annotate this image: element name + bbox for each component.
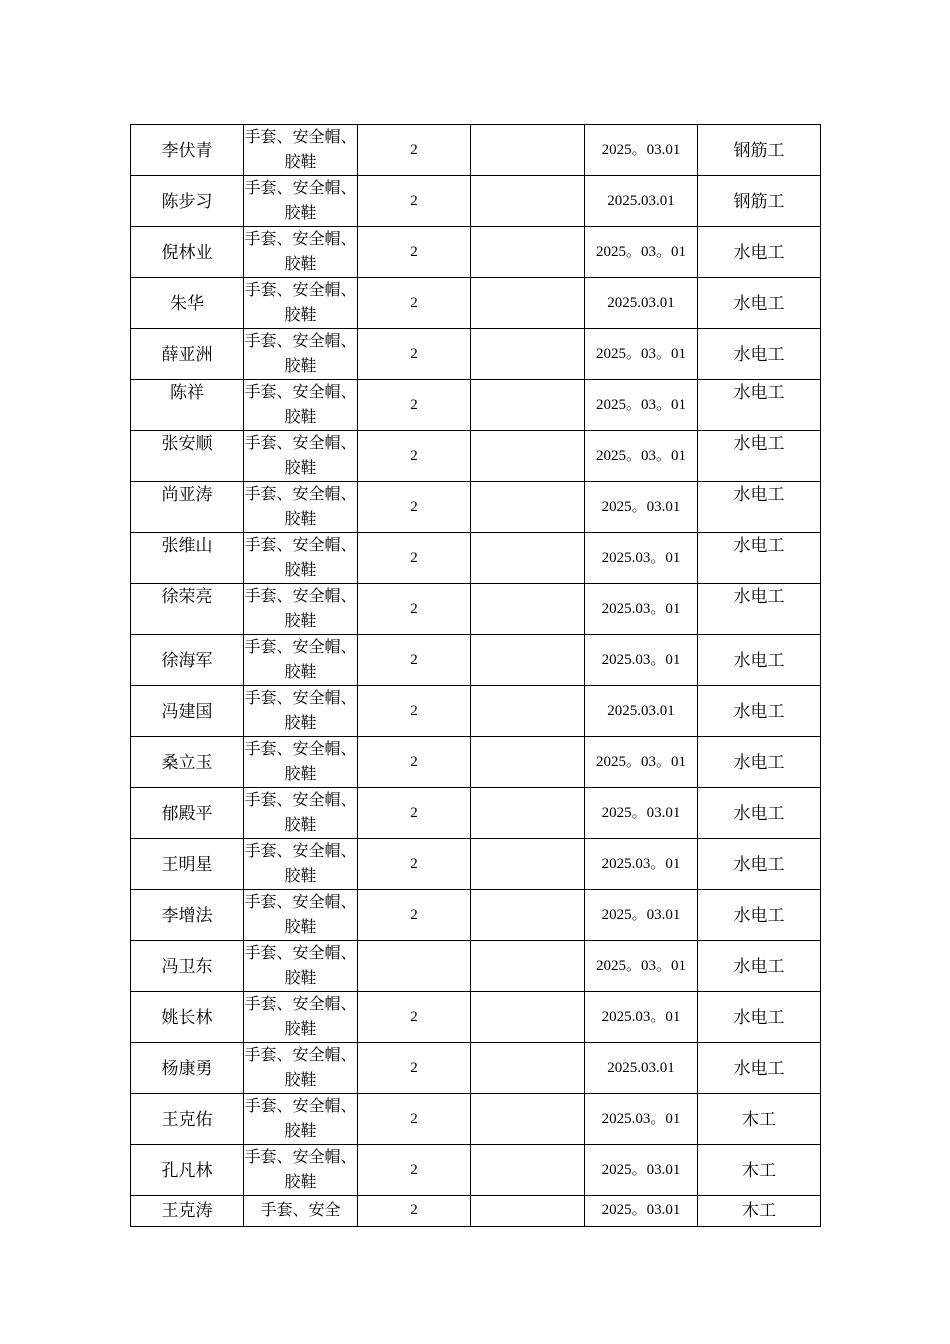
signature-cell — [471, 278, 585, 329]
trade-cell: 水电工 — [698, 329, 821, 380]
issued-items-cell: 手套、安全帽、胶鞋 — [244, 431, 358, 482]
trade-cell: 水电工 — [698, 737, 821, 788]
worker-name-cell: 薛亚洲 — [131, 329, 244, 380]
issued-items-cell: 手套、安全帽、胶鞋 — [244, 1145, 358, 1196]
trade-cell: 钢筋工 — [698, 125, 821, 176]
table-row — [131, 533, 821, 584]
trade-cell: 水电工 — [698, 533, 821, 584]
issued-items-cell: 手套、安全帽、胶鞋 — [244, 1094, 358, 1145]
quantity-cell: 2 — [358, 125, 471, 176]
signature-cell — [471, 1094, 585, 1145]
signature-cell — [471, 941, 585, 992]
trade-cell: 木工 — [698, 1094, 821, 1145]
table-row — [131, 941, 821, 992]
quantity-cell: 2 — [358, 176, 471, 227]
issued-items-cell: 手套、安全帽、胶鞋 — [244, 686, 358, 737]
trade-cell: 木工 — [698, 1196, 821, 1227]
worker-name-cell: 杨康勇 — [131, 1043, 244, 1094]
issued-items-cell: 手套、安全帽、胶鞋 — [244, 839, 358, 890]
worker-name-cell: 李伏青 — [131, 125, 244, 176]
quantity-cell: 2 — [358, 1094, 471, 1145]
issued-items-cell: 手套、安全帽、胶鞋 — [244, 278, 358, 329]
quantity-cell: 2 — [358, 737, 471, 788]
signature-cell — [471, 635, 585, 686]
table-row — [131, 737, 821, 788]
issued-items-cell: 手套、安全帽、胶鞋 — [244, 890, 358, 941]
trade-cell: 钢筋工 — [698, 176, 821, 227]
ppe-issue-sheet — [130, 124, 820, 1227]
worker-name-cell: 王明星 — [131, 839, 244, 890]
table-row — [131, 1043, 821, 1094]
issue-date-cell: 2025。03。01 — [585, 329, 698, 380]
table-row — [131, 482, 821, 533]
trade-cell: 水电工 — [698, 278, 821, 329]
trade-cell: 水电工 — [698, 839, 821, 890]
quantity-cell: 2 — [358, 482, 471, 533]
table-row — [131, 584, 821, 635]
issued-items-cell: 手套、安全帽、胶鞋 — [244, 380, 358, 431]
signature-cell — [471, 125, 585, 176]
issue-date-cell: 2025。03.01 — [585, 1145, 698, 1196]
table-row — [131, 890, 821, 941]
table-row — [131, 278, 821, 329]
issue-date-cell: 2025。03.01 — [585, 1196, 698, 1227]
signature-cell — [471, 431, 585, 482]
table-row — [131, 635, 821, 686]
issued-items-cell: 手套、安全帽、胶鞋 — [244, 992, 358, 1043]
table-row — [131, 992, 821, 1043]
table-row — [131, 329, 821, 380]
trade-cell: 水电工 — [698, 431, 821, 482]
quantity-cell: 2 — [358, 1145, 471, 1196]
issued-items-cell: 手套、安全帽、胶鞋 — [244, 584, 358, 635]
worker-name-cell: 冯卫东 — [131, 941, 244, 992]
issue-date-cell: 2025.03.01 — [585, 1043, 698, 1094]
issued-items-cell: 手套、安全帽、胶鞋 — [244, 482, 358, 533]
quantity-cell: 2 — [358, 227, 471, 278]
worker-name-cell: 倪林业 — [131, 227, 244, 278]
issue-date-cell: 2025。03。01 — [585, 227, 698, 278]
quantity-cell: 2 — [358, 1043, 471, 1094]
trade-cell: 水电工 — [698, 890, 821, 941]
worker-name-cell: 张安顺 — [131, 431, 244, 482]
issue-date-cell: 2025。03.01 — [585, 125, 698, 176]
issue-date-cell: 2025。03。01 — [585, 380, 698, 431]
worker-name-cell: 陈祥 — [131, 380, 244, 431]
trade-cell: 水电工 — [698, 584, 821, 635]
trade-cell: 水电工 — [698, 788, 821, 839]
issue-date-cell: 2025.03。01 — [585, 584, 698, 635]
quantity-cell: 2 — [358, 839, 471, 890]
signature-cell — [471, 890, 585, 941]
worker-name-cell: 姚长林 — [131, 992, 244, 1043]
issued-items-cell: 手套、安全帽、胶鞋 — [244, 533, 358, 584]
issue-date-cell: 2025.03.01 — [585, 278, 698, 329]
table-body — [131, 125, 821, 1227]
table-row — [131, 125, 821, 176]
table-row — [131, 1094, 821, 1145]
table-row — [131, 431, 821, 482]
trade-cell: 水电工 — [698, 227, 821, 278]
table-row — [131, 227, 821, 278]
quantity-cell: 2 — [358, 1196, 471, 1227]
issue-date-cell: 2025.03。01 — [585, 635, 698, 686]
table-row — [131, 1196, 821, 1227]
quantity-cell: 2 — [358, 278, 471, 329]
issue-date-cell: 2025.03。01 — [585, 992, 698, 1043]
ppe-issue-table — [130, 124, 821, 1227]
quantity-cell: 2 — [358, 992, 471, 1043]
issued-items-cell: 手套、安全帽、胶鞋 — [244, 227, 358, 278]
issue-date-cell: 2025.03。01 — [585, 1094, 698, 1145]
issued-items-cell: 手套、安全帽、胶鞋 — [244, 176, 358, 227]
trade-cell: 水电工 — [698, 635, 821, 686]
signature-cell — [471, 1145, 585, 1196]
worker-name-cell: 朱华 — [131, 278, 244, 329]
issued-items-cell: 手套、安全帽、胶鞋 — [244, 788, 358, 839]
worker-name-cell: 冯建国 — [131, 686, 244, 737]
quantity-cell: 2 — [358, 431, 471, 482]
table-row — [131, 380, 821, 431]
table-row — [131, 686, 821, 737]
signature-cell — [471, 176, 585, 227]
worker-name-cell: 桑立玉 — [131, 737, 244, 788]
worker-name-cell: 徐荣亮 — [131, 584, 244, 635]
worker-name-cell: 李增法 — [131, 890, 244, 941]
issue-date-cell: 2025。03。01 — [585, 431, 698, 482]
signature-cell — [471, 1043, 585, 1094]
worker-name-cell: 王克涛 — [131, 1196, 244, 1227]
worker-name-cell: 徐海军 — [131, 635, 244, 686]
trade-cell: 水电工 — [698, 482, 821, 533]
issue-date-cell: 2025。03.01 — [585, 482, 698, 533]
issue-date-cell: 2025。03。01 — [585, 941, 698, 992]
quantity-cell: 2 — [358, 533, 471, 584]
issued-items-cell: 手套、安全帽、胶鞋 — [244, 635, 358, 686]
issued-items-cell: 手套、安全帽、胶鞋 — [244, 941, 358, 992]
table-row — [131, 788, 821, 839]
trade-cell: 水电工 — [698, 380, 821, 431]
worker-name-cell: 张维山 — [131, 533, 244, 584]
signature-cell — [471, 380, 585, 431]
table-row — [131, 1145, 821, 1196]
signature-cell — [471, 227, 585, 278]
issue-date-cell: 2025。03。01 — [585, 737, 698, 788]
table-row — [131, 176, 821, 227]
quantity-cell: 2 — [358, 890, 471, 941]
issued-items-cell: 手套、安全 — [244, 1196, 358, 1227]
issued-items-cell: 手套、安全帽、胶鞋 — [244, 1043, 358, 1094]
trade-cell: 水电工 — [698, 992, 821, 1043]
issued-items-cell: 手套、安全帽、胶鞋 — [244, 329, 358, 380]
quantity-cell: 2 — [358, 329, 471, 380]
signature-cell — [471, 584, 585, 635]
trade-cell: 水电工 — [698, 941, 821, 992]
quantity-cell: 2 — [358, 686, 471, 737]
signature-cell — [471, 788, 585, 839]
worker-name-cell: 郁殿平 — [131, 788, 244, 839]
issue-date-cell: 2025。03.01 — [585, 890, 698, 941]
issued-items-cell: 手套、安全帽、胶鞋 — [244, 737, 358, 788]
worker-name-cell: 孔凡林 — [131, 1145, 244, 1196]
worker-name-cell: 王克佑 — [131, 1094, 244, 1145]
signature-cell — [471, 533, 585, 584]
signature-cell — [471, 737, 585, 788]
issue-date-cell: 2025.03。01 — [585, 533, 698, 584]
worker-name-cell: 陈步习 — [131, 176, 244, 227]
signature-cell — [471, 686, 585, 737]
issue-date-cell: 2025。03.01 — [585, 788, 698, 839]
table-row — [131, 839, 821, 890]
issue-date-cell: 2025.03.01 — [585, 686, 698, 737]
trade-cell: 水电工 — [698, 1043, 821, 1094]
quantity-cell: 2 — [358, 380, 471, 431]
worker-name-cell: 尚亚涛 — [131, 482, 244, 533]
issue-date-cell: 2025.03。01 — [585, 839, 698, 890]
signature-cell — [471, 1196, 585, 1227]
quantity-cell: 2 — [358, 788, 471, 839]
quantity-cell — [358, 941, 471, 992]
issued-items-cell: 手套、安全帽、胶鞋 — [244, 125, 358, 176]
signature-cell — [471, 482, 585, 533]
trade-cell: 水电工 — [698, 686, 821, 737]
signature-cell — [471, 329, 585, 380]
trade-cell: 木工 — [698, 1145, 821, 1196]
signature-cell — [471, 992, 585, 1043]
quantity-cell: 2 — [358, 635, 471, 686]
quantity-cell: 2 — [358, 584, 471, 635]
signature-cell — [471, 839, 585, 890]
issue-date-cell: 2025.03.01 — [585, 176, 698, 227]
